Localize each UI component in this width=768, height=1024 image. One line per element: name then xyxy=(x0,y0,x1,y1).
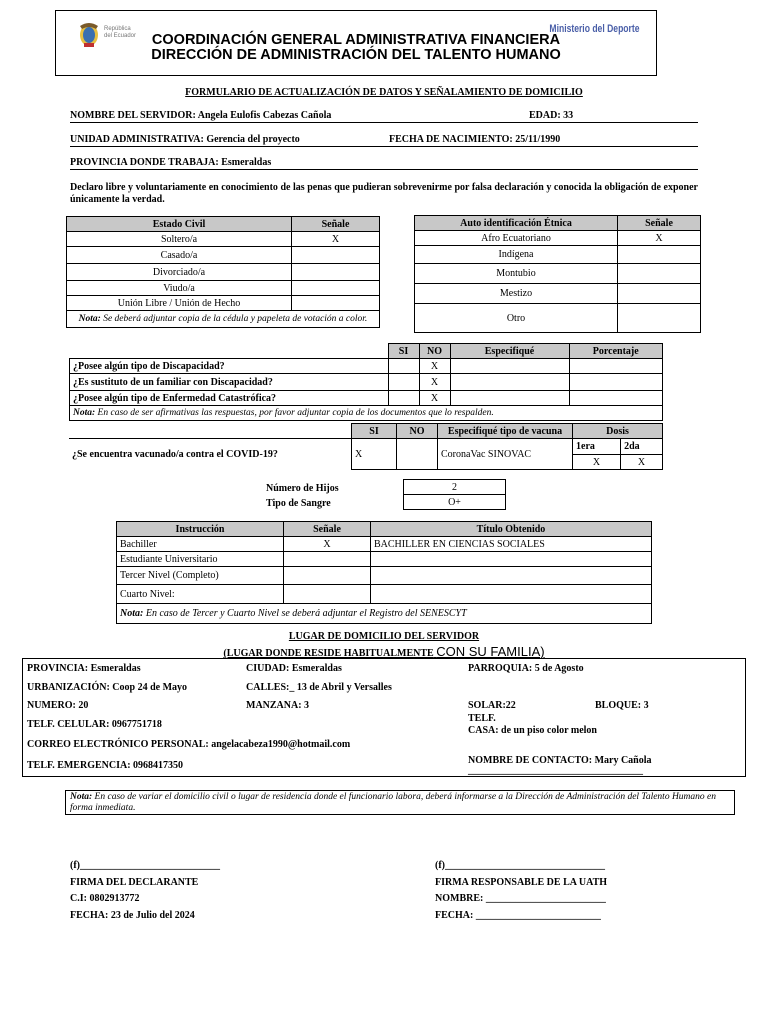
provincia-trabajo: PROVINCIA DONDE TRABAJA: Esmeraldas xyxy=(70,157,272,168)
domicilio-urbanizacion: URBANIZACIÓN: Coop 24 de Mayo xyxy=(27,682,188,693)
covid-table xyxy=(69,423,663,470)
domicilio-manzana: MANZANA: 3 xyxy=(246,700,310,711)
titulo-header: Título Obtenido xyxy=(371,522,652,537)
nota-text: Se deberá adjuntar copia de la cédula y papeleta de votación a color. xyxy=(103,313,368,324)
dosis-1-mark: X xyxy=(573,455,621,470)
table-row xyxy=(415,284,701,304)
document-header xyxy=(55,10,657,76)
nota-text: En caso de ser afirmativas las respuestas, por favor adjuntar copia de los documentos que lo respalden. xyxy=(97,407,494,418)
estado-civil-mark xyxy=(292,296,380,311)
domicilio-parroquia: PARROQUIA: 5 de Agosto xyxy=(468,663,584,674)
no-mark: X xyxy=(419,391,450,406)
instruccion-mark xyxy=(284,552,371,567)
estado-civil-label: Casado/a xyxy=(67,247,292,264)
covid-pregunta: ¿Se encuentra vacunado/a contra el COVID-19? xyxy=(69,439,352,470)
domicilio-title: LUGAR DE DOMICILIO DEL SERVIDOR xyxy=(288,631,480,642)
dosis-2-label: 2da xyxy=(621,439,663,455)
header-line-2: DIRECCIÓN DE ADMINISTRACIÓN DEL TALENTO HUMANO xyxy=(151,47,561,63)
instruccion-table xyxy=(116,521,652,624)
instruccion-mark xyxy=(284,567,371,585)
no-mark: X xyxy=(419,359,450,374)
header-line-1: COORDINACIÓN GENERAL ADMINISTRATIVA FINANCIERA xyxy=(151,32,561,48)
estado-civil-mark: X xyxy=(292,232,380,247)
firma-declarante-linea: (f)____________________________ xyxy=(70,860,220,871)
etnica-mark xyxy=(618,264,701,284)
domicilio-emergencia: TELF. EMERGENCIA: 0968417350 xyxy=(27,760,184,771)
domicilio-contacto: NOMBRE DE CONTACTO: Mary Cañola xyxy=(468,755,652,766)
nota-label: Nota: xyxy=(78,313,101,324)
subtitle-part-2: CON SU FAMILIA) xyxy=(436,644,545,659)
estado-civil-mark xyxy=(292,281,380,296)
etnica-label: Montubio xyxy=(415,264,618,284)
estado-civil-mark xyxy=(292,247,380,264)
sangre-label: Tipo de Sangre xyxy=(266,498,331,509)
titulo-obtenido xyxy=(371,585,652,604)
si-mark xyxy=(388,391,419,406)
ministerio-deporte-logo: Ministerio del Deporte xyxy=(549,23,640,35)
instruccion-label: Bachiller xyxy=(117,537,284,552)
header-title xyxy=(56,33,656,63)
pregunta: ¿Es sustituto de un familiar con Discapacidad? xyxy=(70,374,389,391)
form-title: FORMULARIO DE ACTUALIZACIÓN DE DATOS Y SEÑALAMIENTO DE DOMICILIO xyxy=(185,87,583,98)
domicilio-numero: NUMERO: 20 xyxy=(27,700,89,711)
etnica-label: Afro Ecuatoriano xyxy=(415,231,618,246)
domicilio-casa: CASA: de un piso color melon xyxy=(468,725,597,736)
si-mark: X xyxy=(352,439,397,470)
senale-header: Señale xyxy=(292,217,380,232)
pregunta: ¿Posee algún tipo de Enfermedad Catastrófica? xyxy=(70,391,389,406)
domicilio-provincia: PROVINCIA: Esmeraldas xyxy=(27,663,141,674)
instruccion-label: Tercer Nivel (Completo) xyxy=(117,567,284,585)
domicilio-calles: CALLES:_ 13 de Abril y Versalles xyxy=(246,682,392,693)
discapacidad-table xyxy=(69,343,663,421)
vacuna-header: Especifiqué tipo de vacuna xyxy=(438,424,573,439)
estado-civil-label: Soltero/a xyxy=(67,232,292,247)
table-row xyxy=(70,391,663,406)
instruccion-mark xyxy=(284,585,371,604)
estado-civil-label: Viudo/a xyxy=(67,281,292,296)
sangre-value: O+ xyxy=(404,495,506,510)
domicilio-ciudad: CIUDAD: Esmeraldas xyxy=(246,663,342,674)
especifique-header: Especifiqué xyxy=(450,344,569,359)
nota-text: En caso de Tercer y Cuarto Nivel se deberá adjuntar el Registro del SENESCYT xyxy=(145,608,467,619)
titulo-obtenido xyxy=(371,567,652,585)
firma-uath-titulo: FIRMA RESPONSABLE DE LA UATH xyxy=(435,877,608,888)
instruccion-header: Instrucción xyxy=(117,522,284,537)
fecha-nacimiento: FECHA DE NACIMIENTO: 25/11/1990 xyxy=(389,134,561,145)
table-row xyxy=(117,552,652,567)
logo-text-1: República xyxy=(104,26,131,32)
nota-final xyxy=(65,790,735,815)
si-mark xyxy=(388,359,419,374)
senale-header: Señale xyxy=(284,522,371,537)
table-row xyxy=(415,246,701,264)
firma-declarante-titulo: FIRMA DEL DECLARANTE xyxy=(70,877,199,888)
nota-label: Nota: xyxy=(73,407,96,418)
instruccion-label: Cuarto Nivel: xyxy=(117,585,284,604)
logo-text-2: del Ecuador xyxy=(104,33,137,39)
servidor-nombre: NOMBRE DEL SERVIDOR: Angela Eulofis Cabezas Cañola xyxy=(70,110,332,121)
estado-civil-mark xyxy=(292,264,380,281)
domicilio-bloque: BLOQUE: 3 xyxy=(595,700,649,711)
unidad-administrativa: UNIDAD ADMINISTRATIVA: Gerencia del proyecto xyxy=(70,134,300,145)
domicilio-solar: SOLAR:22 xyxy=(468,700,516,711)
table-row xyxy=(67,247,380,264)
vacuna-tipo: CoronaVac SINOVAC xyxy=(438,439,573,470)
no-header: NO xyxy=(397,424,438,439)
table-row xyxy=(415,264,701,284)
etnica-label: Otro xyxy=(415,304,618,333)
firma-uath-fecha: FECHA: _________________________ xyxy=(435,910,601,921)
servidor-edad: EDAD: 33 xyxy=(529,110,574,121)
no-mark xyxy=(397,439,438,470)
no-header: NO xyxy=(419,344,450,359)
domicilio-telf: TELF. xyxy=(468,713,496,724)
domicilio-correo: CORREO ELECTRÓNICO PERSONAL: angelacabeza1990@hotmail.com xyxy=(27,739,351,750)
nota-text: En caso de variar el domicilio civil o lugar de residencia donde el funcionario labora, deberá informarse a la Dirección de Administración del Talento Humano en forma inmediata. xyxy=(70,792,717,813)
etnica-mark: X xyxy=(618,231,701,246)
table-row xyxy=(70,359,663,374)
si-header: SI xyxy=(388,344,419,359)
hijos-label: Número de Hijos xyxy=(266,483,339,494)
table-row xyxy=(415,231,701,246)
table-row xyxy=(67,281,380,296)
nota-label: Nota: xyxy=(120,608,144,619)
firma-uath-linea: (f)________________________________ xyxy=(435,860,605,871)
estado-civil-label: Unión Libre / Unión de Hecho xyxy=(67,296,292,311)
table-row xyxy=(70,374,663,391)
declaracion: Declaro libre y voluntariamente en conocimiento de las penas que pudieran sobrevenirme por falsa declaración y conocida la obligación de exponer únicamente la verdad. xyxy=(70,182,698,205)
domicilio-celular: TELF. CELULAR: 0967751718 xyxy=(27,719,162,730)
firma-uath-nombre: NOMBRE: ________________________ xyxy=(435,893,606,904)
etnica-mark xyxy=(618,246,701,264)
pregunta: ¿Posee algún tipo de Discapacidad? xyxy=(70,359,389,374)
titulo-obtenido xyxy=(371,552,652,567)
estado-civil-label: Divorciado/a xyxy=(67,264,292,281)
dosis-1-label: 1era xyxy=(573,439,621,455)
table-row xyxy=(117,537,652,552)
firma-declarante-ci: C.I: 0802913772 xyxy=(70,893,140,904)
etnica-mark xyxy=(618,304,701,333)
etnica-label: Mestizo xyxy=(415,284,618,304)
estado-civil-header: Estado Civil xyxy=(67,217,292,232)
dosis-2-mark: X xyxy=(621,455,663,470)
domicilio-contacto-line: ___________________________________ xyxy=(468,765,643,776)
table-row xyxy=(67,264,380,281)
table-row xyxy=(415,304,701,333)
etnica-header: Auto identificación Étnica xyxy=(415,216,618,231)
table-row xyxy=(117,585,652,604)
domicilio-subtitle xyxy=(0,644,768,659)
etnica-label: Indígena xyxy=(415,246,618,264)
table-row xyxy=(117,567,652,585)
instruccion-label: Estudiante Universitario xyxy=(117,552,284,567)
hijos-value: 2 xyxy=(404,480,506,495)
nota-label: Nota: xyxy=(70,792,93,802)
discapacidad-nota xyxy=(70,406,663,421)
estado-civil-nota xyxy=(67,311,380,328)
etnica-mark xyxy=(618,284,701,304)
instruccion-mark: X xyxy=(284,537,371,552)
si-header: SI xyxy=(352,424,397,439)
estado-civil-table xyxy=(66,216,380,328)
subtitle-part-1: (LUGAR DONDE RESIDE HABITUALMENTE xyxy=(223,648,434,659)
hijos-sangre-table xyxy=(403,479,506,510)
firma-declarante-fecha: FECHA: 23 de Julio del 2024 xyxy=(70,910,195,921)
senale-header: Señale xyxy=(618,216,701,231)
table-row xyxy=(67,232,380,247)
etnica-table xyxy=(414,215,701,333)
titulo-obtenido: BACHILLER EN CIENCIAS SOCIALES xyxy=(371,537,652,552)
si-mark xyxy=(388,374,419,391)
dosis-header: Dosis xyxy=(573,424,663,439)
table-row xyxy=(67,296,380,311)
porcentaje-header: Porcentaje xyxy=(569,344,663,359)
no-mark: X xyxy=(419,374,450,391)
instruccion-nota xyxy=(117,604,652,624)
